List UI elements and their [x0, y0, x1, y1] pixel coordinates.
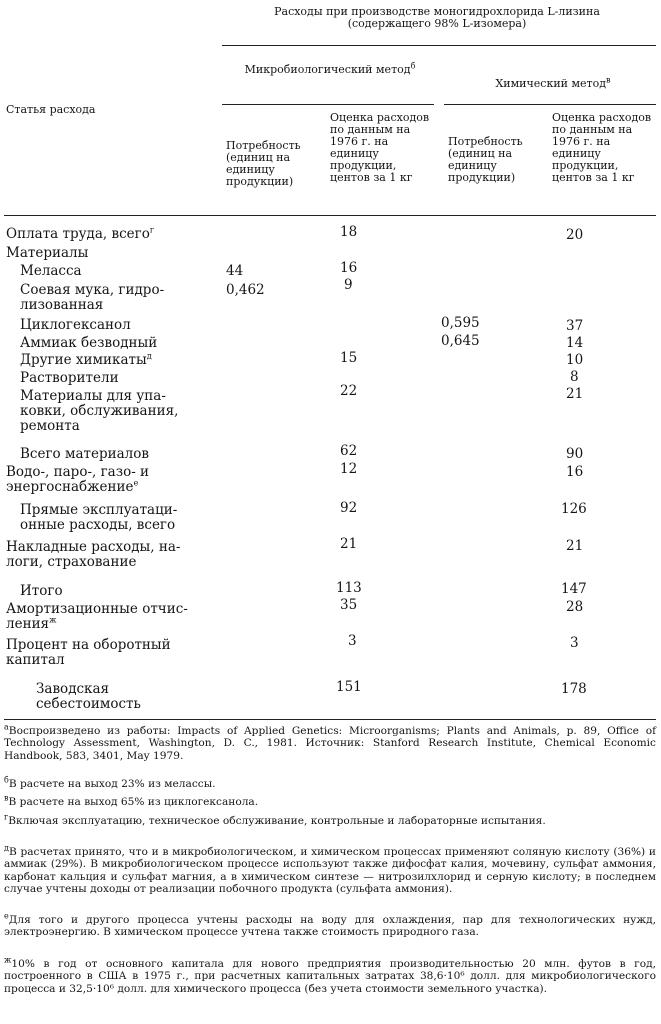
- footnote-zh: $^ж$10% в год от основного капитала для нового предприятия производительностью 20 млн. футов в год, построенного в США в 1975 г., при расчетных капитальных затратах 38,6·10⁶ долл. для микробиологического процесса и 32,5·10⁶ долл. для химического процесса (без учета стоимости земельного участка).: [4, 955, 656, 995]
- footnote-a: $^а$Воспроизведено из работы: Impacts of Applied Genetics: Microorganisms; Plants and Animals, p. 89, Office of Technology Assessment, Washington, D. C., 1981. Источник: Stanford Research Institute, Chemical Economic Handbook, 583, 3401, May 1979.: [4, 722, 656, 762]
- chem-cost-cell: 21: [566, 538, 584, 554]
- micro-method-heading: [230, 61, 430, 76]
- micro-cost-header: Оценка расходов по данным на 1976 г. на единицу продукции, центов за 1 кг: [330, 111, 430, 184]
- chem-cost-cell: 28: [566, 599, 584, 615]
- chem-cost-cell: 21: [566, 386, 584, 402]
- micro-cost-cell: 113: [336, 580, 362, 596]
- footnote-d: $^д$В расчетах принято, что и в микробиологическом, и химическом процессах применяют соляную кислоту (36%) и аммиак (29%). В микробиологическом процессе используют также дифосфат калия, мочевину, сульфат аммония, карбонат кальция и сульфат магния, а в химическом синтезе — нитрозилхлорид и серную кислоту; в последнем случае учтены доходы от реализации побочного продукта (сульфата аммония).: [4, 843, 656, 896]
- footnote-mark: ж: [49, 615, 57, 625]
- row-label: Материалы для упа- ковки, обслуживания, ремонта: [20, 388, 179, 434]
- footnote-mark: е: [133, 478, 139, 488]
- row-label: Накладные расходы, на- логи, страхование: [6, 539, 181, 570]
- row-label: Прямые эксплуатаци- онные расходы, всего: [20, 502, 178, 533]
- row-label: Всего материалов: [20, 446, 149, 462]
- chem-cost-cell: 90: [566, 446, 584, 462]
- row-label: Водо-, паро-, газо- и энергоснабжение$^е$: [6, 464, 150, 495]
- header-rule-top: [222, 45, 656, 46]
- micro-cost-cell: 16: [340, 260, 358, 276]
- footnote-g: $^г$Включая эксплуатацию, техническое обслуживание, контрольные и лабораторные испытания.: [4, 812, 546, 827]
- micro-cost-cell: 9: [344, 277, 353, 293]
- chem-need-cell: 0,645: [441, 333, 480, 349]
- chem-cost-cell: 126: [561, 501, 587, 517]
- row-label: Материалы: [6, 245, 89, 261]
- row-label: Оплата труда, всего$^г$: [6, 225, 155, 242]
- chem-need-header: Потребность (единиц на единицу продукции): [448, 135, 523, 184]
- micro-cost-cell: 151: [336, 679, 362, 695]
- chem-method-label: Химический метод: [495, 77, 607, 90]
- micro-cost-cell: 12: [340, 461, 358, 477]
- chem-cost-cell: 8: [570, 369, 579, 385]
- micro-need-header: Потребность (единиц на единицу продукции): [226, 139, 301, 188]
- chem-cost-cell: 10: [566, 352, 584, 368]
- chem-method-mark: в: [606, 75, 611, 85]
- row-label: Процент на оборотный капитал: [6, 637, 171, 668]
- micro-cost-cell: 22: [340, 383, 358, 399]
- micro-method-mark: б: [410, 61, 416, 71]
- chem-cost-cell: 178: [561, 681, 587, 697]
- chem-cost-cell: 147: [561, 581, 587, 597]
- row-label: Растворители: [20, 370, 119, 386]
- row-label: Заводская себестоимость: [36, 681, 141, 712]
- row-label: Соевая мука, гидро- лизованная: [20, 282, 165, 313]
- micro-cost-cell: 35: [340, 597, 358, 613]
- chem-method-heading: [448, 75, 658, 90]
- micro-cost-cell: 62: [340, 443, 358, 459]
- method-rule-chem: [444, 104, 656, 105]
- micro-cost-cell: 21: [340, 536, 358, 552]
- row-label: Циклогексанол: [20, 317, 131, 333]
- chem-cost-cell: 16: [566, 464, 584, 480]
- footnote-b: $^б$В расчете на выход 23% из мелассы.: [4, 775, 216, 790]
- chem-cost-cell: 20: [566, 227, 584, 243]
- micro-cost-cell: 18: [340, 224, 358, 240]
- row-header: Статья расхода: [6, 103, 96, 116]
- table-rule-bottom: [4, 719, 656, 720]
- chem-cost-cell: 3: [570, 635, 579, 651]
- micro-need-cell: 44: [226, 263, 244, 279]
- footnote-mark: г: [149, 225, 155, 235]
- micro-need-cell: 0,462: [226, 282, 265, 298]
- group-title: Расходы при производстве моногидрохлорида L-лизина (содержащего 98% L-изомера): [274, 5, 600, 30]
- micro-cost-cell: 15: [340, 350, 358, 366]
- row-label: Аммиак безводный: [20, 335, 158, 351]
- header-rule-bottom: [4, 215, 656, 216]
- method-rule-micro: [222, 104, 434, 105]
- micro-cost-cell: 3: [348, 633, 357, 649]
- footnote-e: $^е$Для того и другого процесса учтены расходы на воду для охлаждения, пар для технологических нужд, электроэнергию. В химическом процессе учтена также стоимость природного газа.: [4, 911, 656, 939]
- chem-cost-cell: 14: [566, 335, 584, 351]
- chem-cost-cell: 37: [566, 318, 584, 334]
- row-label: Другие химикаты$^д$: [20, 351, 152, 368]
- row-label: Итого: [20, 583, 63, 599]
- micro-cost-cell: 92: [340, 500, 358, 516]
- row-label: Меласса: [20, 263, 82, 279]
- micro-method-label: Микробиологический метод: [244, 63, 411, 76]
- chem-cost-header: Оценка расходов по данным на 1976 г. на единицу продукции, центов за 1 кг: [552, 111, 652, 184]
- row-label: Амортизационные отчис- ления$^ж$: [6, 601, 188, 632]
- footnote-mark: д: [146, 351, 152, 361]
- footnote-v: $^в$В расчете на выход 65% из циклогексанола.: [4, 793, 259, 808]
- chem-need-cell: 0,595: [441, 315, 480, 331]
